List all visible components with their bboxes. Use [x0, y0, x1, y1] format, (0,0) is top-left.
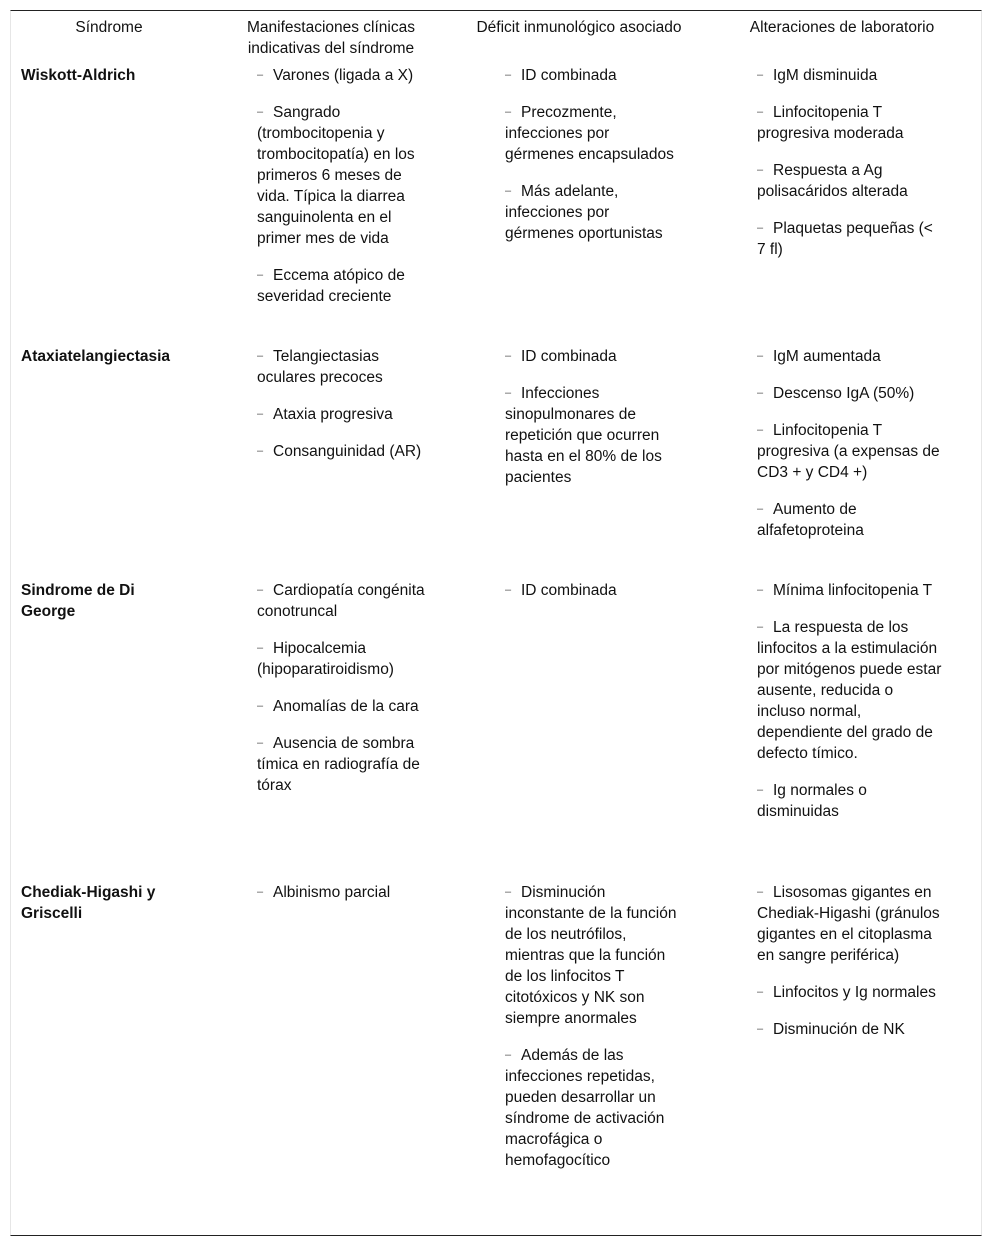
list-item: – Aumento de alfafetoproteina	[757, 499, 945, 541]
list-item: – Varones (ligada a X)	[257, 65, 429, 86]
list-item: – Consanguinidad (AR)	[257, 441, 429, 462]
header-clinical: Manifestaciones clínicas indicativas del síndrome	[247, 19, 415, 57]
row-chediak-lab	[757, 882, 945, 1056]
list-item: – Linfocitopenia T progresiva (a expensas de CD3 + y CD4 +)	[757, 420, 945, 483]
row-chediak-clinical	[257, 882, 429, 919]
list-item: – Hipocalcemia (hipoparatiroidismo)	[257, 638, 429, 680]
row-digeorge-lab	[757, 580, 945, 838]
list-item: – Linfocitopenia T progresiva moderada	[757, 102, 945, 144]
list-item: – ID combinada	[505, 65, 681, 86]
list-item: – Linfocitos y Ig normales	[757, 982, 945, 1003]
row-name-digeorge: Sindrome de Di George	[21, 582, 135, 620]
row-digeorge-deficit	[505, 580, 681, 617]
list-item: – Disminución de NK	[757, 1019, 945, 1040]
list-item: – Precozmente, infecciones por gérmenes encapsulados	[505, 102, 681, 165]
row-wiskott-lab	[757, 65, 945, 276]
row-wiskott-clinical	[257, 65, 429, 323]
list-item: – Albinismo parcial	[257, 882, 429, 903]
list-item: – Lisosomas gigantes en Chediak-Higashi (gránulos gigantes en el citoplasma en sangre periférica)	[757, 882, 945, 966]
list-item: – Infecciones sinopulmonares de repetición que ocurren hasta en el 80% de los pacientes	[505, 383, 681, 488]
list-item: – Ausencia de sombra tímica en radiografía de tórax	[257, 733, 429, 796]
list-item: – Eccema atópico de severidad creciente	[257, 265, 429, 307]
list-item: – IgM aumentada	[757, 346, 945, 367]
list-item: – Además de las infecciones repetidas, pueden desarrollar un síndrome de activación macrofágica o hemofagocítico	[505, 1045, 681, 1171]
list-item: – Ataxia progresiva	[257, 404, 429, 425]
list-item: – Plaquetas pequeñas (< 7 fl)	[757, 218, 945, 260]
list-item: – Descenso IgA (50%)	[757, 383, 945, 404]
header-deficit: Déficit inmunológico asociado	[476, 19, 682, 36]
list-item: – Cardiopatía congénita conotruncal	[257, 580, 429, 622]
list-item: – Telangiectasias oculares precoces	[257, 346, 429, 388]
list-item: – Disminución inconstante de la función de los neutrófilos, mientras que la función de los linfocitos T citotóxicos y NK son siempre anormales	[505, 882, 681, 1029]
row-name-wiskott: Wiskott-Aldrich	[21, 67, 136, 84]
row-ataxia-clinical	[257, 346, 429, 478]
row-name-chediak: Chediak-Higashi y Griscelli	[21, 884, 156, 922]
list-item: – IgM disminuida	[757, 65, 945, 86]
row-chediak-deficit	[505, 882, 681, 1187]
header-syndrome: Síndrome	[75, 19, 143, 36]
list-item: – ID combinada	[505, 580, 681, 601]
list-item: – Mínima linfocitopenia T	[757, 580, 945, 601]
row-ataxia-lab	[757, 346, 945, 557]
list-item: – Respuesta a Ag polisacáridos alterada	[757, 160, 945, 202]
header-lab: Alteraciones de laboratorio	[749, 19, 935, 36]
list-item: – Más adelante, infecciones por gérmenes oportunistas	[505, 181, 681, 244]
row-wiskott-deficit	[505, 65, 681, 260]
list-item: – Sangrado (trombocitopenia y trombocitopatía) en los primeros 6 meses de vida. Típica la diarrea sanguinolenta en el primer mes de vida	[257, 102, 429, 249]
row-digeorge-clinical	[257, 580, 429, 812]
row-name-ataxia: Ataxiatelangiectasia	[21, 348, 171, 365]
list-item: – ID combinada	[505, 346, 681, 367]
list-item: – Ig normales o disminuidas	[757, 780, 945, 822]
list-item: – La respuesta de los linfocitos a la estimulación por mitógenos puede estar ausente, reducida o incluso normal, dependiente del grado de defecto tímico.	[757, 617, 945, 764]
row-ataxia-deficit	[505, 346, 681, 504]
list-item: – Anomalías de la cara	[257, 696, 429, 717]
